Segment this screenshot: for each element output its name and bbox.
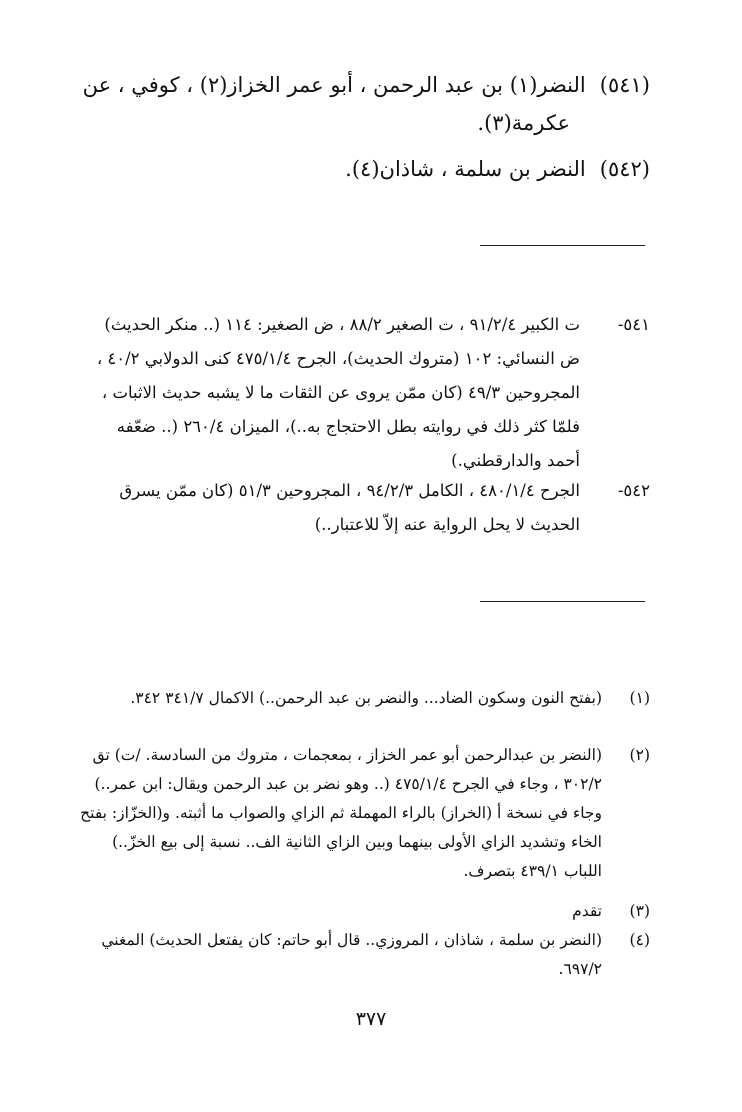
entry-541 [80, 66, 650, 142]
footnote-2 [80, 741, 650, 886]
footnote-4 [80, 926, 650, 984]
reference-number: ٥٤٢- [617, 481, 650, 500]
footnote-number: (٣) [629, 902, 650, 920]
entry-text: النضر بن سلمة ، شاذان(٤). [345, 157, 586, 181]
footnote-text: تقدم [572, 902, 602, 920]
reference-number: ٥٤١- [617, 315, 650, 334]
entry-continuation: عكرمة(٣). [477, 111, 570, 135]
entry-542 [80, 150, 650, 188]
footnote-text: (النضر بن سلمة ، شاذان ، المروزي.. قال أبو حاتم: كان يفتعل الحديث) المغني ٦٩٧/٢. [101, 931, 602, 978]
footnote-text: (بفتح النون وسكون الضاد... والنضر بن عبد الرحمن..) الاكمال ٣٤١/٧ ٣٤٢. [130, 689, 602, 707]
footnote-text: (النضر بن عبدالرحمن أبو عمر الخزاز ، بمعجمات ، متروك من السادسة. /ت) تق ٣٠٢/٢ ، وجاء في الجرح ٤٧٥/١/٤ (.. وهو نضر بن عبد الرحمن ويقال: ابن عمر..) وجاء في نسخة أ (الخراز) بالراء المهملة ثم الزاي والصواب ما أثبته. و(الخزّاز: بفتح الخاء وتشديد الزاي الأولى بينهما وبين الزاي الثانية الف.. نسبة إلى بيع الخزّ..) اللباب ٤٣٩/١ بتصرف. [80, 746, 602, 880]
footnote-number: (٤) [629, 931, 650, 949]
page-number: ٣٧٧ [355, 1008, 387, 1030]
entry-text: النضر(١) بن عبد الرحمن ، أبو عمر الخزاز(٢) ، كوفي ، عن [82, 73, 586, 97]
footnote-1 [80, 684, 650, 713]
entry-number: (٥٤٢) [599, 157, 650, 181]
reference-541 [80, 308, 650, 478]
reference-text: ت الكبير ٩١/٢/٤ ، ت الصغير ٨٨/٢ ، ض الصغير: ١١٤ (.. منكر الحديث) ض النسائي: ١٠٢ (متروك الحديث)، الجرح ٤٧٥/١/٤ كنى الدولابي ٤٠/٢ ، المجروحين ٤٩/٣ (كان ممّن يروى عن الثقات ما لا يشبه حديث الاثبات ، فلمّا كثر ذلك في روايته بطل الاحتجاج به..)، الميزان ٢٦٠/٤ (.. ضعّفه أحمد والدارقطني.) [96, 315, 580, 470]
section-divider [480, 245, 645, 246]
footnote-number: (١) [629, 689, 650, 707]
footnote-3 [80, 897, 650, 926]
reference-text: الجرح ٤٨٠/١/٤ ، الكامل ٩٤/٢/٣ ، المجروحين ٥١/٣ (كان ممّن يسرق الحديث لا يحل الرواية عنه إلاّ للاعتبار..) [119, 481, 580, 534]
footnote-divider [480, 601, 645, 602]
entry-number: (٥٤١) [599, 73, 650, 97]
reference-542 [80, 474, 650, 542]
footnote-number: (٢) [629, 746, 650, 764]
